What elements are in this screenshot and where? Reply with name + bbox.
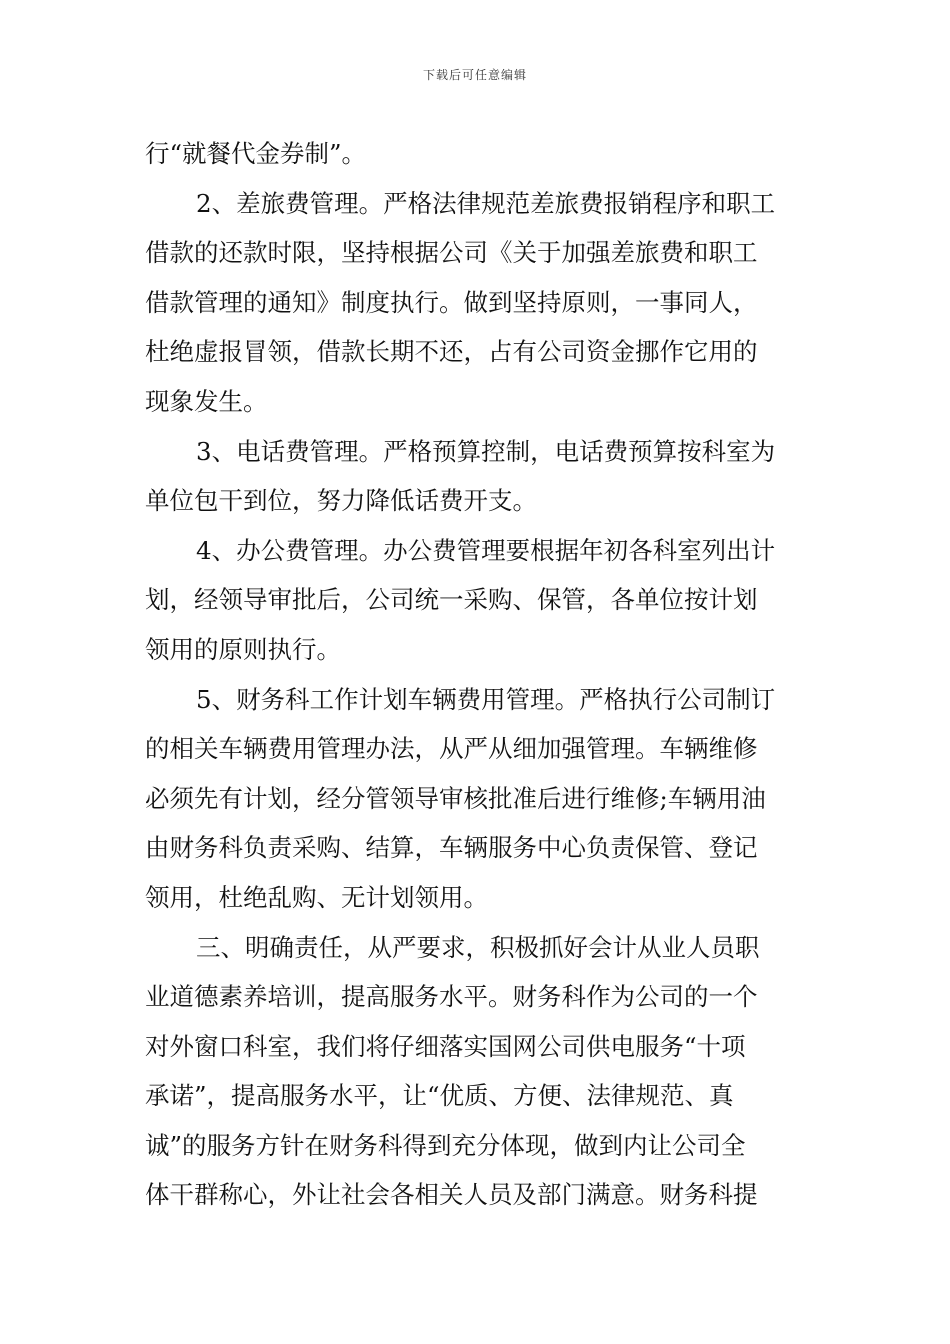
text-line: 2、差旅费管理。严格法律规范差旅费报销程序和职工 — [196, 188, 776, 218]
text-line: 5、财务科工作计划车辆费用管理。严格执行公司制订 — [196, 684, 776, 714]
text-line: 由财务科负责采购、结算，车辆服务中心负责保管、登记 — [145, 833, 758, 863]
text-line: 业道德素养培训，提高服务水平。财务科作为公司的一个 — [145, 982, 758, 1012]
text-line: 诚”的服务方针在财务科得到充分体现，做到内让公司全 — [145, 1130, 746, 1160]
text-line: 必须先有计划，经分管领导审核批准后进行维修;车辆用油 — [145, 783, 766, 813]
page-header: 下载后可任意编辑 — [422, 68, 527, 82]
text-line: 4、办公费管理。办公费管理要根据年初各科室列出计 — [196, 535, 776, 565]
text-line: 单位包干到位，努力降低话费开支。 — [145, 486, 537, 516]
text-line: 杜绝虚报冒领，借款长期不还，占有公司资金挪作它用的 — [145, 337, 758, 367]
text-line: 划，经领导审批后，公司统一采购、保管，各单位按计划 — [145, 585, 758, 615]
text-line: 借款的还款时限，坚持根据公司《关于加强差旅费和职工 — [145, 238, 758, 268]
document-body — [145, 129, 809, 1220]
text-line: 领用的原则执行。 — [145, 634, 341, 664]
text-line: 体干群称心，外让社会各相关人员及部门满意。财务科提 — [145, 1180, 758, 1210]
text-line: 行“就餐代金券制”。 — [145, 139, 367, 168]
text-line: 对外窗口科室，我们将仔细落实国网公司供电服务“十项 — [145, 1031, 746, 1061]
text-line: 三、明确责任，从严要求，积极抓好会计从业人员职 — [196, 932, 760, 962]
text-line: 领用，杜绝乱购、无计划领用。 — [145, 882, 488, 912]
text-line: 的相关车辆费用管理办法，从严从细加强管理。车辆维修 — [145, 734, 758, 764]
text-line: 承诺”，提高服务水平，让“优质、方便、法律规范、真 — [145, 1081, 734, 1111]
text-line: 3、电话费管理。严格预算控制，电话费预算按科室为 — [196, 436, 776, 466]
text-line: 借款管理的通知》制度执行。做到坚持原则，一事同人， — [145, 287, 758, 317]
text-line: 现象发生。 — [145, 386, 268, 416]
